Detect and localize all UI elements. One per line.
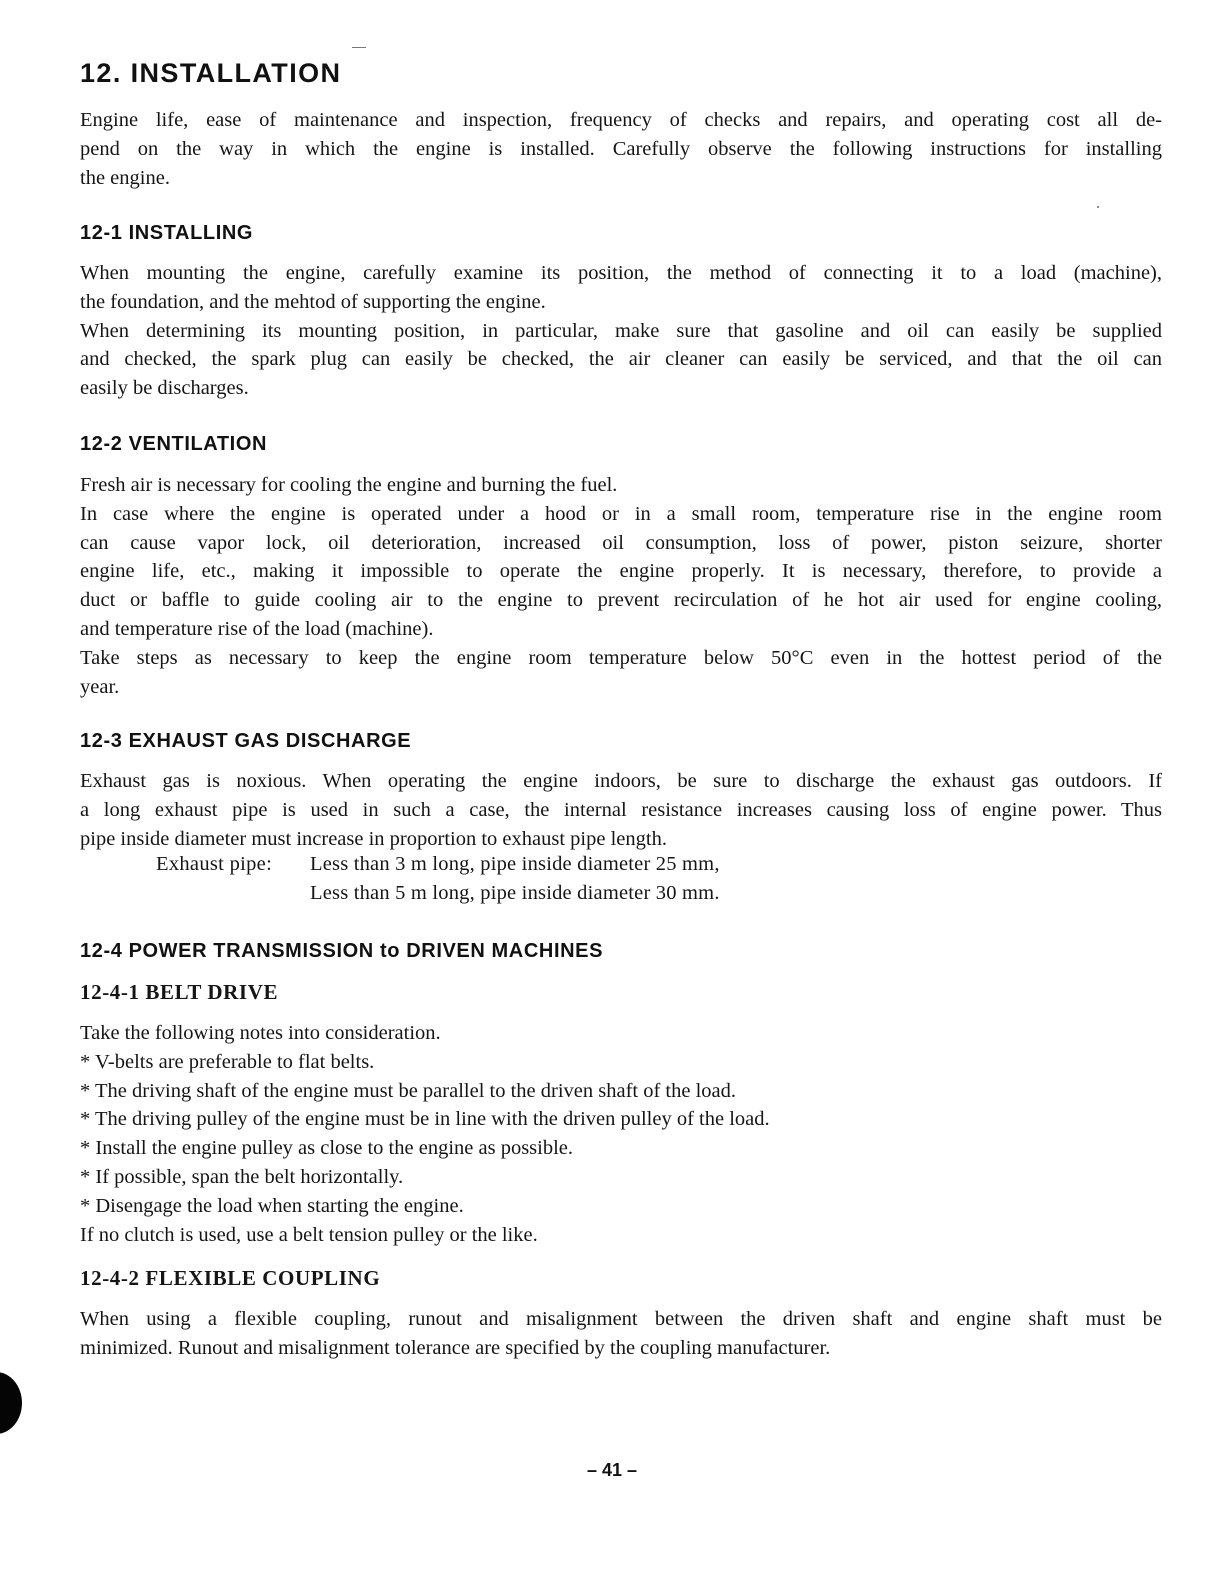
exhaust-pipe-label: Exhaust pipe:: [156, 853, 273, 875]
installing-paragraph: When mounting the engine, carefully examine its position, the method of connecting it to a load (machine), the foundation, and the mehtod of supporting the engine. When determining its mounting position, in particular, make sure that gasoline and oil can easily be supplied and checked, the spark plug can easily be checked, the air cleaner can easily be serviced, and that the oil can easily be discharges.: [80, 262, 1162, 400]
flexible-coupling-paragraph: When using a flexible coupling, runout and misalignment between the driven shaft and engine shaft must be minimized. Runout and misalignment tolerance are specified by the coupling manufacturer.: [80, 1308, 1162, 1359]
list-item: Take the following notes into consideration.: [80, 1022, 441, 1044]
section-title-exhaust: 12-3 EXHAUST GAS DISCHARGE: [80, 730, 412, 752]
ventilation-paragraph: Fresh air is necessary for cooling the engine and burning the fuel. In case where the engine is operated under a hood or in a small room, temperature rise in the engine room can cause vapor lock, oil deterioration, increased oil consumption, loss of power, piston seizure, shorter engine life, etc., making it impossible to operate the engine properly. It is necessary, therefore, to provide a duct or baffle to guide cooling air to the engine to prevent recirculation of he hot air used for engine cooling, and temperature rise of the load (machine). Take steps as necessary to keep the engine room temperature below 50°C even in the hottest period of the year.: [80, 474, 1162, 698]
page-number: – 41 –: [586, 1460, 638, 1480]
exhaust-pipe-spec-5m: Less than 5 m long, pipe inside diameter 30 mm.: [310, 882, 720, 904]
section-title-power-transmission: 12-4 POWER TRANSMISSION to DRIVEN MACHINES: [80, 940, 604, 962]
list-item: If no clutch is used, use a belt tension pulley or the like.: [80, 1223, 538, 1246]
exhaust-pipe-spec: [0, 853, 1224, 913]
list-item: * The driving shaft of the engine must be parallel to the driven shaft of the load.: [80, 1079, 737, 1102]
belt-drive-list: [80, 1019, 1162, 1249]
exhaust-pipe-spec-3m: Less than 3 m long, pipe inside diameter 25 mm,: [310, 853, 720, 875]
exhaust-paragraph: Exhaust gas is noxious. When operating the engine indoors, be sure to discharge the exhaust gas outdoors. If a long exhaust pipe is used in such a case, the internal resistance increases causing loss of engine power. Thus pipe inside diameter must increase in proportion to exhaust pipe length.: [80, 770, 1162, 850]
scan-mark: [352, 47, 366, 48]
list-item: * Disengage the load when starting the engine.: [80, 1194, 464, 1217]
intro-paragraph: Engine life, ease of maintenance and inspection, frequency of checks and repairs, and operating cost all de- pend on the way in which the engine is installed. Carefully observe the following instructions for installing the engine.: [80, 109, 1162, 189]
page-title: 12. INSTALLATION: [80, 58, 342, 88]
binder-hole: [0, 1372, 22, 1434]
list-item: * The driving pulley of the engine must be in line with the driven pulley of the load.: [80, 1108, 770, 1131]
list-item: * If possible, span the belt horizontally.: [80, 1165, 404, 1188]
list-item: * Install the engine pulley as close to the engine as possible.: [80, 1137, 574, 1160]
list-item: * V-belts are preferable to flat belts.: [80, 1050, 375, 1073]
scan-speck: [1097, 206, 1099, 208]
section-title-ventilation: 12-2 VENTILATION: [80, 433, 268, 455]
subsection-title-belt-drive: 12-4-1 BELT DRIVE: [80, 980, 279, 1004]
subsection-title-flexible-coupling: 12-4-2 FLEXIBLE COUPLING: [80, 1266, 381, 1290]
section-title-installing: 12-1 INSTALLING: [80, 222, 254, 244]
